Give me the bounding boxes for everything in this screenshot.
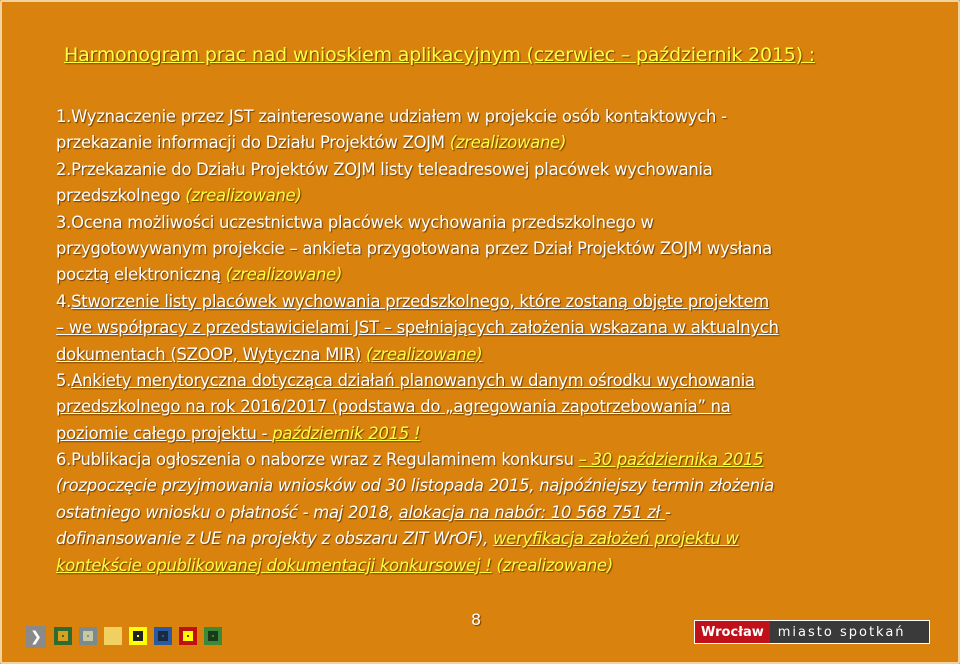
item-6-line-5 [56,553,946,579]
item-1-text: przekazanie informacji do Działu Projektów ZOJM [56,133,450,153]
item-6-status: (zrealizowane) [491,555,613,575]
item-1-line-2 [56,130,946,156]
item-6-line-1 [56,447,946,473]
item-3-text: pocztą elektroniczną [56,265,226,285]
item-2-status: (zrealizowane) [185,186,302,206]
item-1-status: (zrealizowane) [449,133,567,153]
item-5-text: Ankiety merytoryczna dotycząca działań planowanych w danym ośrodku wychowania [71,370,755,390]
item-1-line-1: 1.Wyznaczenie przez JST zainteresowane udziałem w projekcie osób kontaktowych - [56,107,727,126]
item-4-line-1 [56,289,946,315]
item-5-deadline: październik 2015 ! [272,423,421,443]
item-6-line-2: (rozpoczęcie przyjmowania wniosków od 30 listopada 2015, najpóźniejszy termin złożenia [56,476,775,496]
decorative-square [104,627,122,645]
item-4-line-2: – we współpracy z przedstawicielami JST – spełniających założenia wskazana w aktualnych [56,318,779,338]
logo-wroclaw: Wrocław [695,621,770,643]
slide-title: Harmonogram prac nad wnioskiem aplikacyjnym (czerwiec – październik 2015) : [64,44,815,66]
item-5-number: 5. [56,370,72,390]
item-5-line-2: przedszkolnego na rok 2016/2017 (podstawa do „agregowania zapotrzebowania” na [56,397,731,417]
item-6-cofinancing: dofinansowanie z UE na projekty z obszaru ZIT WrOF), [56,529,494,549]
decorative-square [129,627,147,645]
item-6-deadline-text: ostatniego wniosku o płatność - maj 2018, [56,502,399,522]
item-2-line-2 [56,183,946,209]
item-2-text: przedszkolnego [56,186,186,206]
decorative-squares [54,627,222,645]
item-6-line-4 [56,526,946,552]
item-4-text-end: dokumentach (SZOOP, Wytyczna MIR) [56,344,361,364]
item-4-line-3 [56,342,946,368]
logo-tagline: miasto spotkań [770,621,929,643]
item-4-status: (zrealizowane) [365,344,483,364]
item-2-line-1: 2.Przekazanie do Działu Projektów ZOJM listy teleadresowej placówek wychowania [56,159,713,179]
decorative-square [79,627,97,645]
item-5-line-1 [56,368,946,394]
item-4-number: 4. [56,291,72,311]
item-6-text: 6.Publikacja ogłoszenia o naborze wraz z Regulaminem konkursu [56,450,579,470]
item-5-line-3 [56,421,946,447]
item-6-allocation: alokacja na nabór: 10 568 751 zł [398,502,665,522]
decorative-square [204,627,222,645]
item-5-text-end: poziomie całego projektu - [56,423,273,443]
item-3-line-2: przygotowywanym projekcie – ankieta przygotowana przez Dział Projektów ZOJM wysłana [56,238,772,258]
decorative-square [179,627,197,645]
item-6-verification: weryfikacja założeń projektu w [493,529,739,549]
item-3-status: (zrealizowane) [225,265,343,285]
item-6-dash: - [664,502,671,522]
page-number: 8 [471,610,482,629]
item-3-line-1: 3.Ocena możliwości uczestnictwa placówek wychowania przedszkolnego w [56,212,654,232]
slide-body [56,104,946,579]
item-3-line-3 [56,262,946,288]
chevron-right-icon[interactable]: ❯ [26,626,46,648]
item-6-line-3 [56,500,946,526]
item-4-text: Stworzenie listy placówek wychowania przedszkolnego, które zostaną objęte projektem [71,291,770,311]
item-6-deadline: – 30 października 2015 [578,450,764,470]
decorative-square [154,627,172,645]
wroclaw-logo [694,620,930,644]
decorative-square [54,627,72,645]
item-6-verification-end: kontekście opublikowanej dokumentacji konkursowej ! [56,555,492,575]
